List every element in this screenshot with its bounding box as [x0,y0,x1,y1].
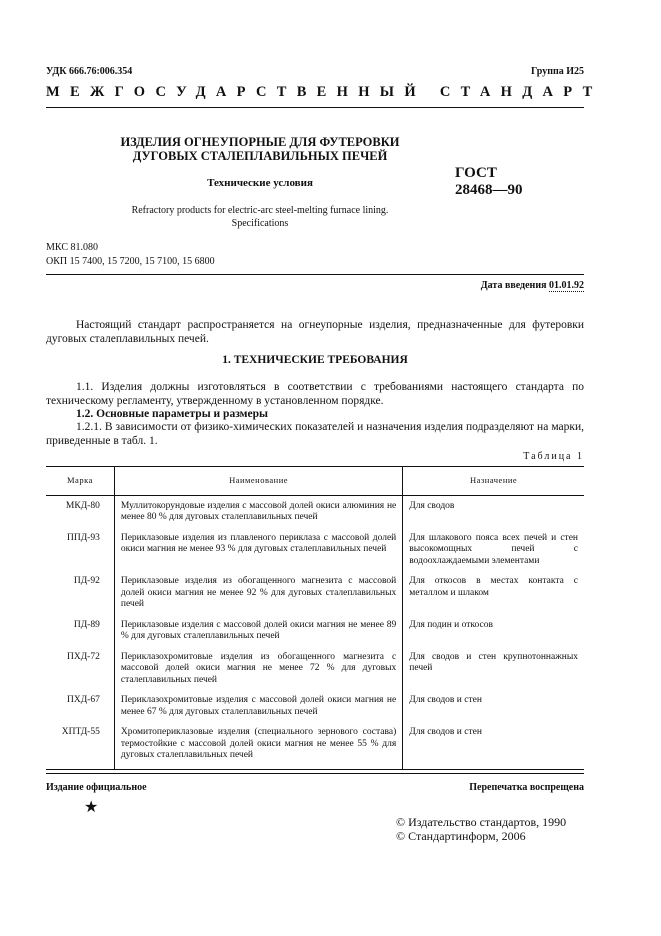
grade-cell: ПД-92 [73,576,100,586]
table-row [46,495,584,528]
udc-code: УДК 666.76:006.354 [46,66,133,77]
group-code: Группа И25 [531,66,584,77]
title-line-2: ДУГОВЫХ СТАЛЕПЛАВИЛЬНЫХ ПЕЧЕЙ [132,149,388,163]
grade-cell: ППД-93 [66,532,100,543]
copyright-2006: © Стандартинформ, 2006 [396,829,526,843]
okp-code: ОКП 15 7400, 15 7200, 15 7100, 15 6800 [46,256,215,267]
table-row [46,647,584,691]
purpose-cell: Для шлакового пояса всех печей и стен высокомощных печей с водоохлаждаемыми элементами [403,528,584,572]
gost-number: 28468—90 [455,182,523,198]
purpose-cell: Для сводов и стен крупнотоннажных печей [403,647,584,691]
name-cell: Периклазовые изделия из обогащенного магнезита с массовой долей окиси магния не менее 92 % для дуговых сталеплавильных печей [114,571,402,615]
introduction-date-value: 01.01.92 [549,280,584,291]
clause-1-2: 1.2. Основные параметры и размеры [76,408,268,420]
english-title-line-2: Specifications [231,218,289,229]
table-row [46,690,584,722]
mks-code: МКС 81.080 [46,242,98,253]
name-cell: Периклазовые изделия с массовой долей окиси магния не менее 89 % для дуговых сталеплавильных печей [114,615,402,647]
table-row [46,722,584,769]
header-name: Наименование [114,467,402,496]
english-title-line-1: Refractory products for electric-arc steel-melting furnace lining. [131,205,389,216]
copyright-block [396,815,566,843]
purpose-cell: Для сводов и стен [403,690,584,722]
clause-1-2-1: 1.2.1. В зависимости от физико-химических показателей и назначения изделия подразделяют на марки, приведенные в табл. 1. [46,421,584,447]
footer-divider [46,773,584,774]
name-cell: Периклазохромитовые изделия с массовой долей окиси магния не менее 67 % для дуговых сталеплавильных печей [114,690,402,722]
standard-banner: МЕЖГОСУДАРСТВЕННЫЙ СТАНДАРТ [46,84,603,100]
reprint-notice: Перепечатка воспрещена [469,782,584,793]
name-cell: Периклазовые изделия из плавленого периклаза с массовой долей окиси магния не менее 93 % для дуговых сталеплавильных печей [114,528,402,572]
purpose-cell: Для откосов в местах контакта с металлом и шлаком [403,571,584,615]
grade-cell: ПХД-72 [66,651,100,662]
table-row [46,528,584,572]
introduction-date [300,280,584,291]
codes-divider [46,274,584,275]
header-divider [46,107,584,108]
grade-cell: ПХД-67 [66,695,100,705]
introduction-date-label: Дата введения [480,280,547,291]
purpose-cell: Для сводов [403,495,584,528]
section-heading: 1. ТЕХНИЧЕСКИЕ ТРЕБОВАНИЯ [222,354,408,366]
english-title [60,204,460,230]
name-cell: Хромитопериклазовые изделия (специального зернового состава) термостойкие с массовой долей окиси магния не менее 55 % для дуговых сталеплавильных печей [114,722,402,769]
document-subtitle: Технические условия [207,177,313,189]
grade-cell: ХПТД-55 [46,722,114,769]
table-row [46,571,584,615]
table-caption: Таблица 1 [523,451,584,462]
table-row [46,615,584,647]
clause-1-1: 1.1. Изделия должны изготовляться в соответствии с требованиями настоящего стандарта по техническому регламенту, утвержденному в установленном порядке. [46,381,584,407]
intro-paragraph: Настоящий стандарт распространяется на огнеупорные изделия, предназначенные для футеровки дуговых сталеплавильных печей. [46,319,584,345]
document-title [80,135,440,163]
official-edition: Издание официальное [46,782,147,793]
header-purpose: Назначение [403,467,584,496]
title-line-1: ИЗДЕЛИЯ ОГНЕУПОРНЫЕ ДЛЯ ФУТЕРОВКИ [120,135,400,149]
grades-table [46,466,584,770]
gost-label: ГОСТ [455,165,497,181]
grade-cell: ПД-89 [73,619,100,630]
header-grade: Марка [46,467,114,496]
copyright-1990: © Издательство стандартов, 1990 [396,815,567,829]
name-cell: Муллитокорундовые изделия с массовой долей окиси алюминия не менее 80 % для дуговых сталеплавильных печей [114,495,402,528]
table-header-row [46,467,584,496]
purpose-cell: Для сводов и стен [403,722,584,769]
star-icon: ★ [84,799,99,816]
grade-cell: МКД-80 [65,500,100,511]
name-cell: Периклазохромитовые изделия из обогащенного магнезита с массовой долей окиси магния не менее 72 % для дуговых сталеплавильных печей [114,647,402,691]
purpose-cell: Для подин и откосов [403,615,584,647]
gost-designation [455,165,523,199]
